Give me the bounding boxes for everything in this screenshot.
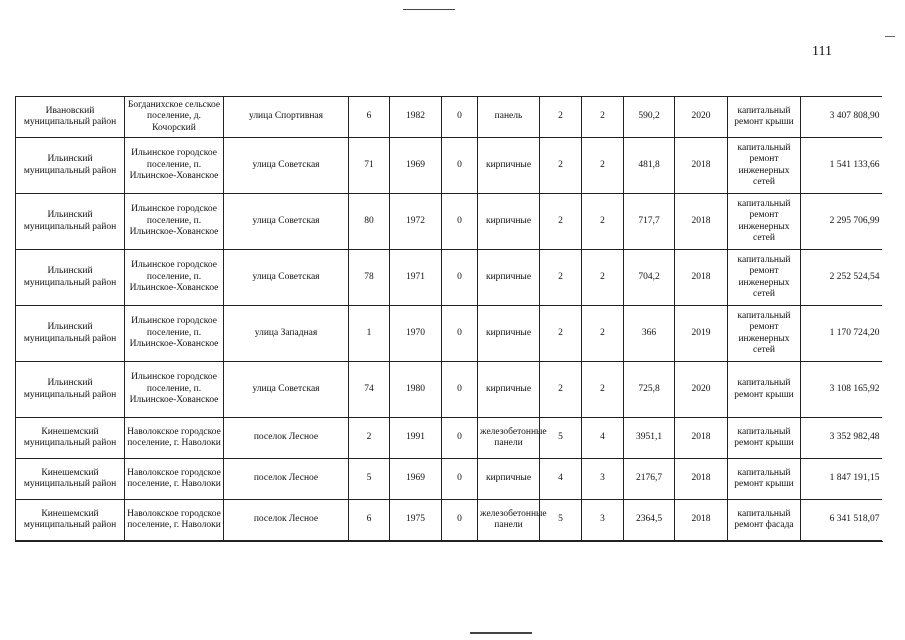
cell-cost: 3 108 165,92 <box>801 362 882 418</box>
cell-street: улица Западная <box>224 306 349 362</box>
cell-area: Ильинский муниципальный район <box>16 194 125 250</box>
cell-wall-material: панель <box>478 97 540 138</box>
cell-plan-year: 2018 <box>675 250 728 306</box>
cell-settlement: Богданихское сельское поселение, д. Кочорский <box>125 97 224 138</box>
cell-area-sqm: 366 <box>624 306 675 362</box>
cell-house-number: 5 <box>349 459 390 500</box>
table-row <box>16 250 882 306</box>
cell-zero-value: 0 <box>442 418 478 459</box>
cell-house-number: 2 <box>349 418 390 459</box>
cell-wall-material: железобетонные панели <box>478 500 540 541</box>
cell-house-number: 6 <box>349 500 390 541</box>
cell-area-sqm: 704,2 <box>624 250 675 306</box>
cell-work-type: капитальный ремонт крыши <box>728 362 801 418</box>
cell-work-type: капитальный ремонт фасада <box>728 500 801 541</box>
cell-cost: 2 252 524,54 <box>801 250 882 306</box>
cell-zero-value: 0 <box>442 138 478 194</box>
cell-zero-value: 0 <box>442 459 478 500</box>
cell-wall-material: кирпичные <box>478 138 540 194</box>
cell-entrances: 2 <box>582 194 624 250</box>
table-row <box>16 194 882 250</box>
cell-build-year: 1970 <box>390 306 442 362</box>
cell-floors: 2 <box>540 362 582 418</box>
cell-floors: 2 <box>540 250 582 306</box>
cell-house-number: 74 <box>349 362 390 418</box>
table-row <box>16 500 882 541</box>
scan-mark-top <box>403 9 455 10</box>
cell-zero-value: 0 <box>442 362 478 418</box>
cell-plan-year: 2018 <box>675 138 728 194</box>
table-row <box>16 362 882 418</box>
cell-entrances: 3 <box>582 459 624 500</box>
cell-floors: 2 <box>540 97 582 138</box>
table-row <box>16 418 882 459</box>
housing-repair-table <box>15 96 882 541</box>
table-row <box>16 138 882 194</box>
cell-zero-value: 0 <box>442 500 478 541</box>
cell-build-year: 1971 <box>390 250 442 306</box>
cell-work-type: капитальный ремонт крыши <box>728 418 801 459</box>
table-row <box>16 97 882 138</box>
cell-area: Ильинский муниципальный район <box>16 306 125 362</box>
page-number: 111 <box>812 44 832 59</box>
cell-entrances: 2 <box>582 138 624 194</box>
cell-area: Ильинский муниципальный район <box>16 362 125 418</box>
cell-house-number: 71 <box>349 138 390 194</box>
table-row <box>16 459 882 500</box>
cell-house-number: 78 <box>349 250 390 306</box>
cell-area-sqm: 2176,7 <box>624 459 675 500</box>
cell-plan-year: 2018 <box>675 500 728 541</box>
cell-settlement: Наволокское городское поселение, г. Наволоки <box>125 459 224 500</box>
cell-street: улица Советская <box>224 250 349 306</box>
cell-settlement: Ильинское городское поселение, п. Ильинское-Хованское <box>125 362 224 418</box>
cell-area: Ивановский муниципальный район <box>16 97 125 138</box>
cell-wall-material: кирпичные <box>478 306 540 362</box>
cell-cost: 1 541 133,66 <box>801 138 882 194</box>
cell-build-year: 1972 <box>390 194 442 250</box>
cell-area: Ильинский муниципальный район <box>16 250 125 306</box>
cell-cost: 3 352 982,48 <box>801 418 882 459</box>
cell-floors: 2 <box>540 138 582 194</box>
cell-plan-year: 2018 <box>675 194 728 250</box>
cell-street: улица Советская <box>224 194 349 250</box>
cell-build-year: 1969 <box>390 138 442 194</box>
cell-plan-year: 2018 <box>675 459 728 500</box>
cell-street: поселок Лесное <box>224 459 349 500</box>
cell-area: Кинешемский муниципальный район <box>16 500 125 541</box>
cell-plan-year: 2018 <box>675 418 728 459</box>
cell-settlement: Ильинское городское поселение, п. Ильинское-Хованское <box>125 306 224 362</box>
cell-wall-material: кирпичные <box>478 362 540 418</box>
scan-mark-bottom <box>470 632 532 634</box>
cell-entrances: 3 <box>582 500 624 541</box>
cell-work-type: капитальный ремонт инженерных сетей <box>728 138 801 194</box>
cell-wall-material: кирпичные <box>478 194 540 250</box>
cell-work-type: капитальный ремонт инженерных сетей <box>728 306 801 362</box>
cell-build-year: 1991 <box>390 418 442 459</box>
cell-build-year: 1982 <box>390 97 442 138</box>
table-row <box>16 306 882 362</box>
cell-settlement: Ильинское городское поселение, п. Ильинское-Хованское <box>125 138 224 194</box>
cell-house-number: 80 <box>349 194 390 250</box>
cell-cost: 2 295 706,99 <box>801 194 882 250</box>
cell-street: улица Советская <box>224 362 349 418</box>
cell-build-year: 1980 <box>390 362 442 418</box>
cell-work-type: капитальный ремонт инженерных сетей <box>728 250 801 306</box>
cell-work-type: капитальный ремонт крыши <box>728 97 801 138</box>
cell-entrances: 2 <box>582 97 624 138</box>
cell-entrances: 2 <box>582 306 624 362</box>
cell-settlement: Ильинское городское поселение, п. Ильинское-Хованское <box>125 194 224 250</box>
cell-area-sqm: 2364,5 <box>624 500 675 541</box>
cell-entrances: 2 <box>582 250 624 306</box>
cell-build-year: 1969 <box>390 459 442 500</box>
scan-mark-right <box>885 36 895 37</box>
cell-floors: 4 <box>540 459 582 500</box>
cell-floors: 2 <box>540 306 582 362</box>
cell-build-year: 1975 <box>390 500 442 541</box>
cell-plan-year: 2020 <box>675 97 728 138</box>
cell-area: Кинешемский муниципальный район <box>16 418 125 459</box>
cell-street: улица Советская <box>224 138 349 194</box>
cell-zero-value: 0 <box>442 250 478 306</box>
cell-work-type: капитальный ремонт инженерных сетей <box>728 194 801 250</box>
cell-area-sqm: 3951,1 <box>624 418 675 459</box>
cell-work-type: капитальный ремонт крыши <box>728 459 801 500</box>
cell-settlement: Наволокское городское поселение, г. Наволоки <box>125 500 224 541</box>
cell-entrances: 2 <box>582 362 624 418</box>
cell-area-sqm: 725,8 <box>624 362 675 418</box>
cell-cost: 3 407 808,90 <box>801 97 882 138</box>
cell-floors: 2 <box>540 194 582 250</box>
cell-wall-material: железобетонные панели <box>478 418 540 459</box>
housing-repair-table-wrapper <box>15 96 883 542</box>
cell-area: Кинешемский муниципальный район <box>16 459 125 500</box>
cell-floors: 5 <box>540 418 582 459</box>
cell-cost: 6 341 518,07 <box>801 500 882 541</box>
cell-plan-year: 2019 <box>675 306 728 362</box>
cell-area-sqm: 590,2 <box>624 97 675 138</box>
cell-area-sqm: 717,7 <box>624 194 675 250</box>
table-body <box>16 97 882 541</box>
cell-area-sqm: 481,8 <box>624 138 675 194</box>
cell-floors: 5 <box>540 500 582 541</box>
cell-zero-value: 0 <box>442 194 478 250</box>
cell-cost: 1 170 724,20 <box>801 306 882 362</box>
cell-house-number: 6 <box>349 97 390 138</box>
cell-plan-year: 2020 <box>675 362 728 418</box>
cell-zero-value: 0 <box>442 306 478 362</box>
cell-zero-value: 0 <box>442 97 478 138</box>
cell-entrances: 4 <box>582 418 624 459</box>
cell-cost: 1 847 191,15 <box>801 459 882 500</box>
cell-settlement: Ильинское городское поселение, п. Ильинское-Хованское <box>125 250 224 306</box>
cell-wall-material: кирпичные <box>478 250 540 306</box>
cell-street: поселок Лесное <box>224 500 349 541</box>
cell-settlement: Наволокское городское поселение, г. Наволоки <box>125 418 224 459</box>
cell-house-number: 1 <box>349 306 390 362</box>
cell-street: поселок Лесное <box>224 418 349 459</box>
cell-area: Ильинский муниципальный район <box>16 138 125 194</box>
cell-wall-material: кирпичные <box>478 459 540 500</box>
cell-street: улица Спортивная <box>224 97 349 138</box>
